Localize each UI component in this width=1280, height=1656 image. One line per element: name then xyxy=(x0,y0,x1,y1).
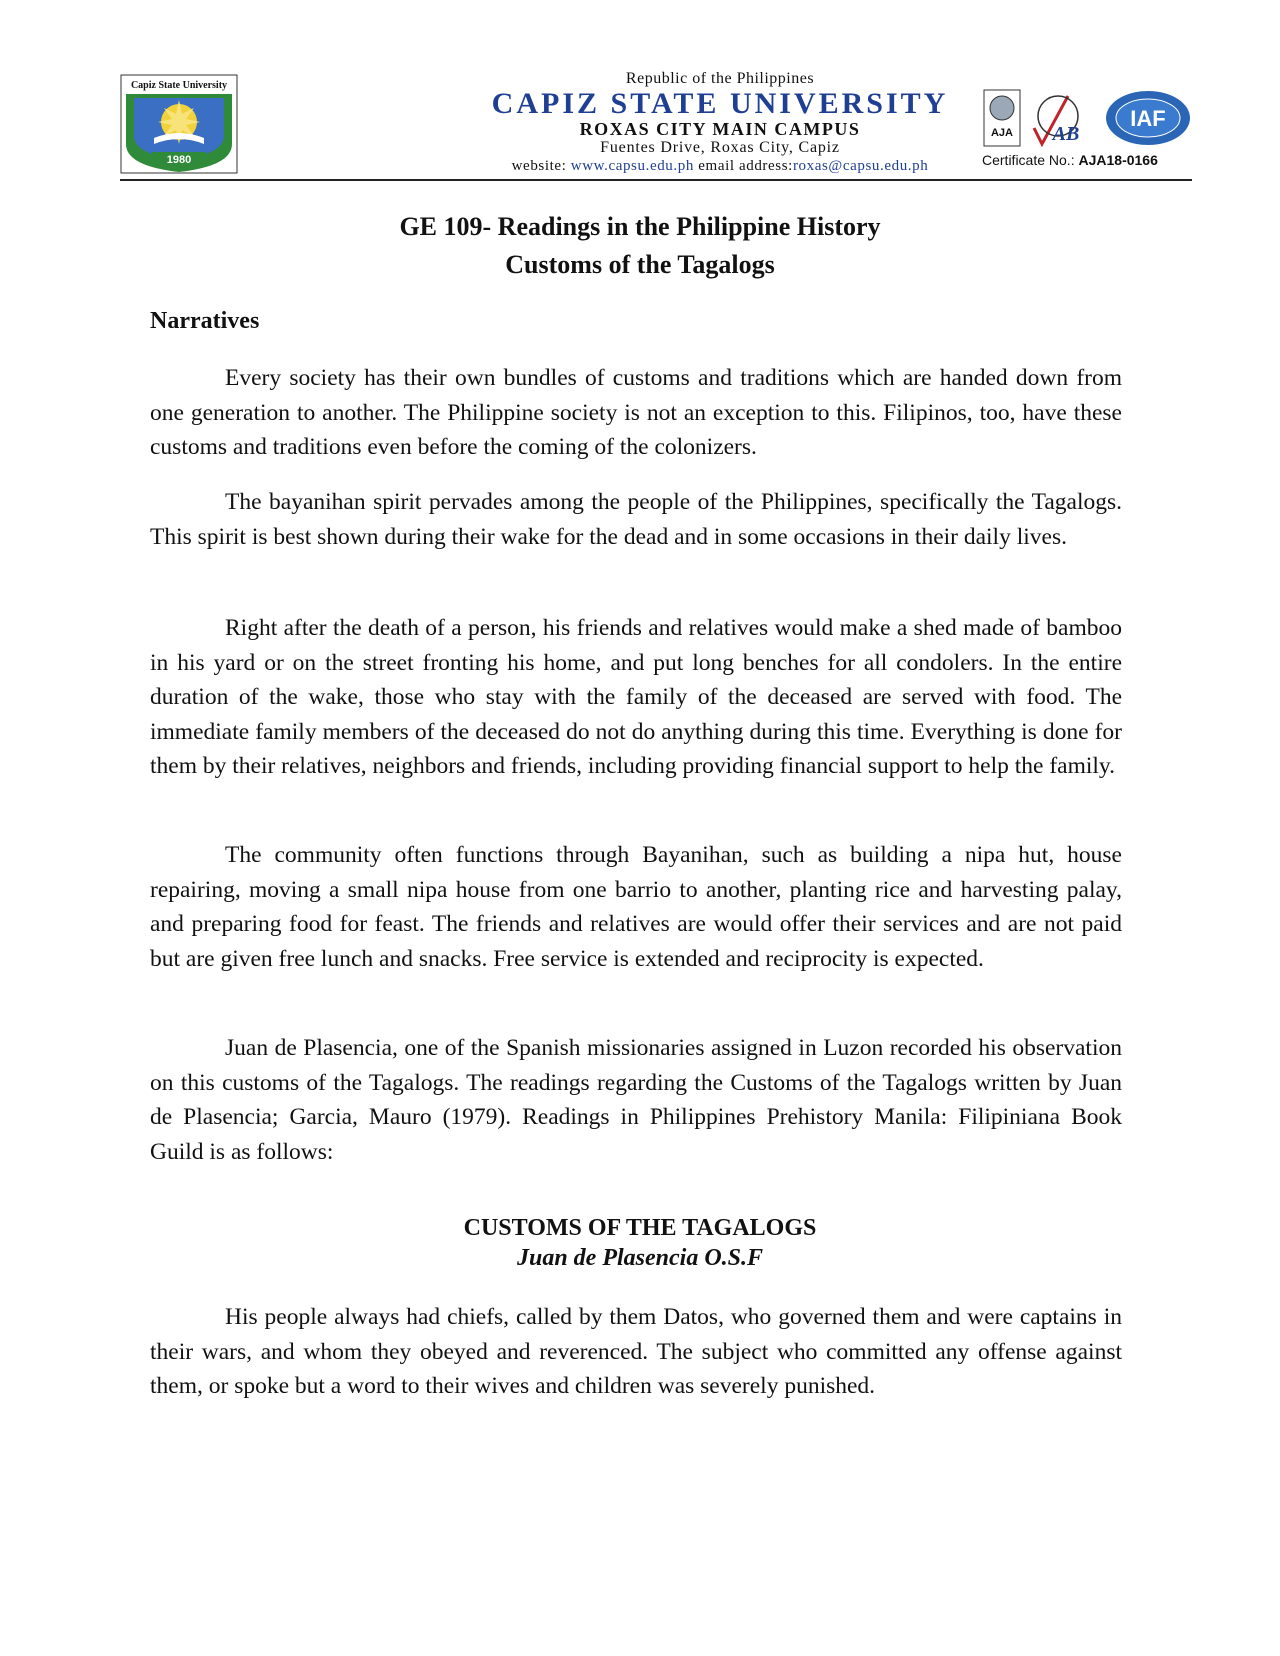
campus-address: Fuentes Drive, Roxas City, Capiz xyxy=(600,139,840,156)
header-divider xyxy=(120,179,1192,181)
certificate-number xyxy=(982,152,1202,168)
letterhead-text xyxy=(350,66,1090,175)
paragraph-1: Every society has their own bundles of customs and traditions which are handed down from one generation to another. The Philippine society is not an exception to this. Filipinos, too, have these customs and traditions even before the coming of the colonizers. xyxy=(150,365,1122,460)
iaf-logo-icon xyxy=(1106,91,1190,145)
accreditation-logos xyxy=(982,88,1192,150)
email-label: email address: xyxy=(693,158,793,174)
svg-text:Capiz State University: Capiz State University xyxy=(130,80,228,91)
reading-author: Juan de Plasencia O.S.F xyxy=(516,1245,764,1271)
paragraph-2: The bayanihan spirit pervades among the people of the Philippines, specifically the Tagalogs. This spirit is best shown during their wake for the dead and in some occasions in their daily lives. xyxy=(150,489,1122,550)
document-title: GE 109- Readings in the Philippine History xyxy=(399,212,881,241)
certificate-value: AJA18-0166 xyxy=(1078,152,1158,168)
svg-text:IAF: IAF xyxy=(1130,106,1166,131)
svg-text:AJA: AJA xyxy=(990,127,1014,139)
document-subtitle: Customs of the Tagalogs xyxy=(505,250,775,279)
contact-line xyxy=(350,157,1090,175)
reading-title: CUSTOMS OF THE TAGALOGS xyxy=(463,1215,817,1241)
campus-name: ROXAS CITY MAIN CAMPUS xyxy=(579,119,861,139)
university-name: CAPIZ STATE UNIVERSITY xyxy=(491,87,949,120)
website-link[interactable]: www.capsu.edu.ph xyxy=(570,158,694,174)
reading-paragraph: His people always had chiefs, called by them Datos, who governed them and were captains in their wars, and whom they obeyed and reverenced. The subject who committed any offense against them, or spoke but a word to their wives and children was severely punished. xyxy=(150,1304,1122,1399)
svg-text:AB: AB xyxy=(1052,123,1080,145)
paragraph-3: Right after the death of a person, his friends and relatives would make a shed made of bamboo in his yard or on the street fronting his home, and put long benches for all condolers. In the entire duration of the wake, those who stay with the family of the deceased are served with food. The immediate family members of the deceased do not do anything during this time. Everything is done for them by their relatives, neighbors and friends, including providing financial support to help the family. xyxy=(150,615,1122,779)
letterhead xyxy=(120,66,1192,178)
svg-text:1980: 1980 xyxy=(166,154,192,166)
ab-logo-icon xyxy=(1034,96,1079,145)
certificate-label: Certificate No.: xyxy=(982,152,1079,168)
republic-line: Republic of the Philippines xyxy=(625,70,815,87)
paragraph-5: Juan de Plasencia, one of the Spanish missionaries assigned in Luzon recorded his observation on this customs of the Tagalogs. The readings regarding the Customs of the Tagalogs written by Juan de Plasencia; Garcia, Mauro (1979). Readings in Philippines Prehistory Manila: Filipiniana Book Guild is as follows: xyxy=(150,1035,1122,1165)
website-label: website: xyxy=(511,158,571,174)
university-seal-logo xyxy=(120,74,238,174)
section-heading: Narratives xyxy=(150,308,260,334)
email-link[interactable]: roxas@capsu.edu.ph xyxy=(792,158,929,174)
paragraph-4: The community often functions through Bayanihan, such as building a nipa hut, house repairing, moving a small nipa house from one barrio to another, planting rice and harvesting palay, and preparing food for feast. The friends and relatives are would offer their services and are not paid but are given free lunch and snacks. Free service is extended and reciprocity is expected. xyxy=(150,842,1122,972)
aja-logo-icon xyxy=(984,90,1020,146)
